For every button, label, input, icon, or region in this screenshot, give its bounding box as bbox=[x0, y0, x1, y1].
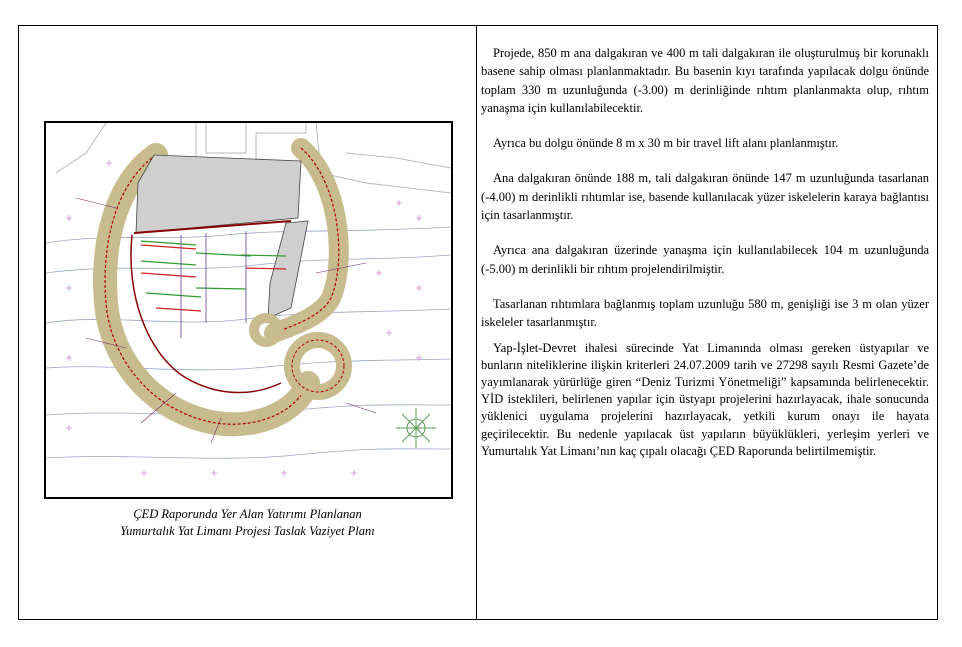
caption-line-2: Yumurtalık Yat Limanı Projesi Taslak Vaziyet Planı bbox=[120, 524, 375, 538]
paragraph-travel-lift: Ayrıca bu dolgu önünde 8 m x 30 m bir travel lift alanı planlanmıştır. bbox=[493, 136, 839, 151]
document-table bbox=[18, 25, 938, 620]
caption-line-1: ÇED Raporunda Yer Alan Yatırımı Planlanan bbox=[133, 507, 362, 521]
paragraph-breakwaters: Projede, 850 m ana dalgakıran ve 400 m tali dalgakıran ile oluşturulmuş bir korunaklı basene sahip olması planlanmaktadır. Bu basenin kıyı tarafında yapılacak dolgu önünde toplam 330 m uzunluğunda (-3.00) m derinliğinde rıhtım planlanmakta olup, rıhtım yanaşma için kullanılabilecektir. bbox=[481, 46, 929, 115]
body-text-column bbox=[481, 44, 929, 460]
paragraph-berth: Ayrıca ana dalgakıran üzerinde yanaşma için kullanılabilecek 104 m uzunluğunda (-5.00) m derinlikli bir rıhtım projelendirilmiştir. bbox=[481, 243, 929, 276]
figure-caption bbox=[19, 506, 476, 540]
paragraph-superstructure: Yap-İşlet-Devret ihalesi sürecinde Yat Limanında olması gereken üstyapılar ve bunların niteliklerine ilişkin kriterleri 24.07.2009 tarih ve 27298 sayılı Resmi Gazete’de yayımlanarak yürürlüğe giren “Deniz Turizmi Yönetmeliği” kapsamında belirlenecektir. YİD isteklileri, belirlenen yapılar için üstyapı projelerini hazırlayacak, ihale sonucunda yüklenici uygulama projelerini hazırlayacak, yetkili kurum onayı ile hayata geçirilecektir. Bu nedenle yapılacak üst yapıların büyüklükleri, yerleşim yerleri ve Yumurtalık Yat Limanı’nın kaç çıpalı olacağı ÇED Raporunda belirtilmemiştir. bbox=[481, 340, 929, 458]
site-plan-figure bbox=[44, 121, 453, 499]
site-plan-drawing bbox=[46, 123, 451, 497]
column-divider bbox=[476, 26, 477, 619]
paragraph-floating-piers: Tasarlanan rıhtımlara bağlanmış toplam uzunluğu 580 m, genişliği ise 3 m olan yüzer iskeleler tasarlanmıştır. bbox=[481, 296, 929, 330]
paragraph-quays: Ana dalgakıran önünde 188 m, tali dalgakıran önünde 147 m uzunluğunda tasarlanan (-4.00) m derinlikli rıhtımlar ise, basende kullanılacak yüzer iskelelerin karaya bağlantısı için tasarlanmıştır. bbox=[481, 171, 929, 223]
